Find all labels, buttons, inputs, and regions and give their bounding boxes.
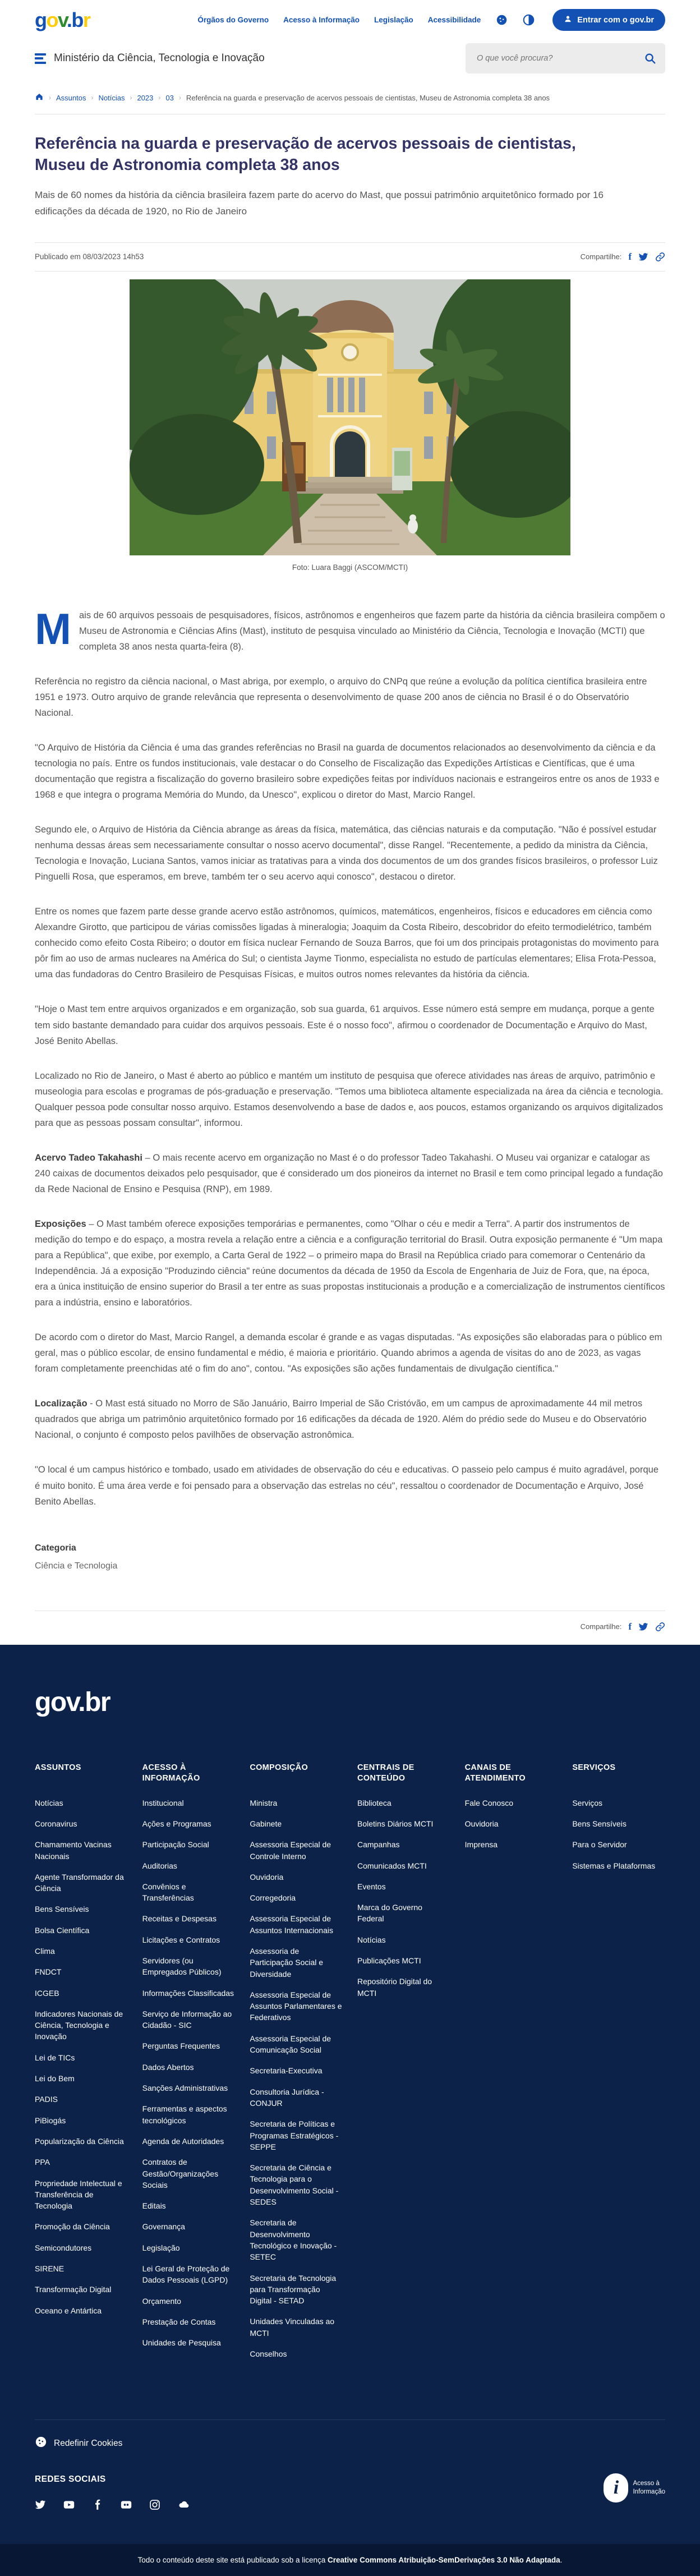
paragraph: Acervo Tadeo Takahashi – O mais recente acervo em organização no Mast é o do professor Tadeo Takahashi. O Museu vai organizar e catalogar as 240 caixas de documentos deixados pelo pesquisador, que é considerado um dos pioneiros da internet no Brasil e tem como principal legado a fundação da Rede Nacional de Ensino e Pesquisa (RNP), em 1989. (35, 1152, 663, 1194)
footer-link[interactable]: Ouvidoria (464, 1819, 499, 1828)
footer-link[interactable]: Participação Social (142, 1840, 209, 1850)
footer-column-heading: CENTRAIS DE CONTEÚDO (357, 1763, 415, 1783)
footer-link[interactable]: Institucional (142, 1798, 184, 1807)
dropcap: M (35, 604, 71, 654)
footer-link[interactable]: Publicações MCTI (357, 1956, 421, 1965)
youtube-icon[interactable] (63, 2499, 75, 2510)
facebook-icon[interactable] (92, 2499, 103, 2510)
footer-link[interactable]: Popularização da Ciência (35, 2136, 124, 2146)
footer-link[interactable]: Oceano e Antártica (35, 2306, 102, 2315)
footer-link[interactable]: Notícias (357, 1935, 386, 1944)
footer-column (250, 1763, 343, 2370)
footer-link[interactable]: Contratos de Gestão/Organizações Sociais (142, 2158, 219, 2189)
access-to-information-badge[interactable]: i Acesso à Informação (604, 2473, 665, 2503)
footer-link[interactable]: Transformação Digital (35, 2285, 112, 2294)
footer-link[interactable]: Boletins Diários MCTI (357, 1819, 434, 1828)
footer-link[interactable]: Orçamento (142, 2296, 181, 2306)
footer-link[interactable]: Agenda de Autoridades (142, 2136, 224, 2146)
footer-link[interactable]: Bens Sensíveis (572, 1819, 627, 1828)
cookie-icon[interactable] (495, 14, 508, 26)
footer-link[interactable]: Lei Geral de Proteção de Dados Pessoais (LGPD) (142, 2264, 230, 2285)
footer-column (465, 1763, 558, 2370)
footer-link[interactable]: Semicondutores (35, 2243, 92, 2252)
top-nav (197, 9, 665, 31)
footer-column (35, 1763, 128, 2370)
footer-link[interactable]: Lei do Bem (35, 2074, 75, 2083)
footer (0, 1645, 700, 2576)
nav-orgaos-do-governo[interactable]: Órgãos do Governo (197, 16, 269, 24)
search-input[interactable] (477, 54, 644, 63)
footer-link[interactable]: Ministra (250, 1798, 278, 1807)
footer-column (142, 1763, 236, 2370)
breadcrumb-assuntos[interactable]: Assuntos (56, 93, 86, 102)
footer-link[interactable]: PPA (35, 2158, 50, 2167)
breadcrumb-separator: › (178, 94, 181, 102)
footer-link[interactable]: Secretaria de Desenvolvimento Tecnológico e Inovação - SETEC (250, 2218, 337, 2262)
twitter-share-icon[interactable] (638, 1622, 648, 1632)
menu-icon[interactable] (35, 53, 46, 64)
footer-link[interactable]: Bolsa Científica (35, 1925, 90, 1935)
footer-link[interactable]: Ferramentas e aspectos tecnológicos (142, 2104, 227, 2125)
paragraph: Localização - O Mast está situado no Morro de São Januário, Bairro Imperial de São Cristóvão, em um campus de aproximadamente 44 mil metros quadrados que abriga um patrimônio arquitetônico formado por 16 edificações da década de 1920. Além do prédio sede do Museu e do Observatório Nacional, o conjunto é composto pelos pavilhões de observação astronômica. (35, 1399, 647, 1441)
footer-bottom (35, 2419, 665, 2510)
article-subtitle: Mais de 60 nomes da história da ciência brasileira fazem parte do acervo do Mast, que possui patrimônio arquitetônico formado por 16 edificações da década de 1920, no Rio de Janeiro (35, 189, 604, 217)
paragraph: Referência no registro da ciência nacional, o Mast abriga, por exemplo, o arquivo do CNPq que reúne a evolução da política científica brasileira entre 1951 e 1973. Outro arquivo de grande relevância que representa o desenvolvimento de quase 200 anos de ciência no Brasil é o do Observatório Nacional. (35, 676, 647, 718)
footer-link[interactable]: Para o Servidor (572, 1840, 627, 1850)
info-icon: i (604, 2473, 628, 2503)
footer-link[interactable]: Editais (142, 2201, 166, 2211)
paragraph: Entre os nomes que fazem parte desse grande acervo estão astrônomos, químicos, matemáticos, engenheiros, físicos e educadores em ciência como Alexandre Girotto, que participou de várias comissões ligadas à mineralogia; Joaquim da Costa Ribeiro, descobridor do efeito termodielétrico, também conhecido como efeito Costa Ribeiro; o doutor em física nuclear Fernando de Souza Barros, que foi um dos principais protagonistas do movimento para pôr fim ao uso de armas nucleares na América do Sul; o cientista Jayme Tionmo, especialista no estudo de partículas elementares; Elisa Frota-Pessoa, uma das fundadoras do Centro Brasileiro de Pesquisas Físicas, e muitos outros nomes relevantes da história da ciência. (35, 907, 659, 980)
social-row (35, 2499, 665, 2510)
footer-link[interactable]: Comunicados MCTI (357, 1861, 427, 1870)
footer-link[interactable]: Secretaria-Executiva (250, 2066, 323, 2076)
footer-link[interactable]: Lei de TICs (35, 2053, 75, 2062)
share-label: Compartilhe: (580, 252, 622, 261)
facebook-share-icon[interactable]: f (628, 251, 632, 262)
breadcrumb-separator: › (130, 94, 132, 102)
share-bar-bottom (0, 1611, 700, 1645)
top-header (0, 0, 700, 34)
article-photo (130, 279, 570, 572)
footer-link[interactable]: Campanhas (357, 1840, 400, 1850)
footer-link[interactable]: Corregedoria (250, 1893, 296, 1903)
footer-column (357, 1763, 450, 2370)
share-label: Compartilhe: (580, 1622, 622, 1631)
footer-link[interactable]: Licitações e Contratos (142, 1935, 220, 1944)
nav-acesso-a-informacao[interactable]: Acesso à Informação (283, 16, 360, 24)
footer-link[interactable]: Informações Classificadas (142, 1988, 234, 1998)
footer-link[interactable]: Gabinete (250, 1819, 282, 1828)
twitter-icon[interactable] (35, 2499, 46, 2510)
footer-link[interactable]: Chamamento Vacinas Nacionais (35, 1840, 112, 1861)
paragraph: De acordo com o diretor do Mast, Marcio Rangel, a demanda escolar é grande e as vagas disputadas. "As exposições são elaboradas para o público em geral, mas o público escolar, de ensino fundamental e médio, é maioria e prioritário. Quando abrimos a agenda de visitas do ano de 2023, as vagas foram completamente preenchidas até o fim do ano", contou. "As exposições são ações fundamentais de divulgação científica." (35, 1332, 662, 1374)
footer-link[interactable]: Eventos (357, 1882, 386, 1891)
user-icon (564, 15, 572, 25)
footer-link[interactable]: Assessoria Especial de Assuntos Internacionais (250, 1914, 333, 1935)
category-label: Categoria (35, 1543, 76, 1553)
footer-link[interactable]: Secretaria de Tecnologia para Transformação Digital - SETAD (250, 2273, 337, 2306)
footer-column-heading: SERVIÇOS (572, 1763, 616, 1772)
nav-acessibilidade[interactable]: Acessibilidade (427, 16, 481, 24)
divider (35, 271, 665, 272)
footer-link[interactable]: Unidades Vinculadas ao MCTI (250, 2317, 335, 2338)
footer-column-heading: ACESSO À INFORMAÇÃO (142, 1763, 200, 1783)
published-date: Publicado em 08/03/2023 14h53 (35, 252, 144, 261)
footer-link[interactable]: Assessoria Especial de Assuntos Parlamentares e Federativos (250, 1990, 342, 2022)
paragraph: Localizado no Rio de Janeiro, o Mast é aberto ao público e mantém um instituto de pesquisa que oferece atividades nas áreas de arquivo, patrimônio e museologia para escolas e programas de pós-graduação e preservação. "Temos uma biblioteca altamente especializada na área da ciência e tecnologia. Qualquer pessoa pode consultar nosso arquivo. Estamos desenvolvendo a base de dados e, aos poucos, estamos organizando os arquivos digitalizados para que as pessoas possam consultar", informou. (35, 1070, 664, 1128)
facebook-share-icon[interactable]: f (628, 1621, 632, 1632)
footer-link[interactable]: Imprensa (464, 1840, 498, 1850)
social-heading: REDES SOCIAIS (35, 2474, 106, 2485)
footer-link[interactable]: Coronavirus (35, 1819, 77, 1828)
cookie-icon (35, 2436, 47, 2451)
footer-link[interactable]: Sanções Administrativas (142, 2083, 228, 2093)
footer-column-heading: CANAIS DE ATENDIMENTO (464, 1763, 526, 1783)
paragraph: Mais de 60 arquivos pessoais de pesquisadores, físicos, astrônomos e engenheiros que fazem parte da história da ciência brasileira compõem o Museu de Astronomia e Ciências Afins (Mast), instituto de pesquisa vinculado ao Ministério da Ciência, Tecnologia e Inovação (MCTI) que completa 38 anos nesta quarta-feira (8). (35, 604, 665, 654)
footer-link[interactable]: Ouvidoria (250, 1872, 284, 1882)
footer-link[interactable]: Consultoria Jurídica - CONJUR (250, 2087, 324, 2108)
footer-link[interactable]: Clima (35, 1947, 55, 1956)
footer-link[interactable]: Legislação (142, 2243, 180, 2252)
footer-link[interactable]: Propriedade Intelectual e Transferência de Tecnologia (35, 2178, 122, 2211)
footer-link[interactable]: SIRENE (35, 2264, 65, 2274)
footer-link[interactable]: Assessoria Especial de Comunicação Social (250, 2034, 331, 2055)
paragraph: Exposições – O Mast também oferece exposições temporárias e permanentes, como "Olhar o céu e medir a Terra". A partir dos instrumentos de medição do tempo e do espaço, a mostra revela a relação entre a ciência e a configuração territorial do Brasil. Outra exposição permanente é "Um mapa para a República", que exibe, por exemplo, a Carta Geral de 1922 – o primeiro mapa do Brasil na República criado para comemorar o Centenário da Independência. Já a exposição "Produzindo ciência" reúne documentos da década de 1950 da Escola de Engenharia de Juiz de Fora, que, na época, era a única instituição de ensino superior do Brasil a ter entre as suas propostas institucionais a produção e a comercialização de instrumentos científicos para a indústria, ensino e laboratórios. (35, 1218, 665, 1308)
footer-link[interactable]: Receitas e Despesas (142, 1914, 217, 1924)
footer-link[interactable]: Assessoria Especial de Controle Interno (250, 1840, 331, 1861)
footer-link[interactable]: PiBiogás (35, 2115, 66, 2125)
ministry-title: Ministério da Ciência, Tecnologia e Inovação (54, 52, 265, 64)
footer-link[interactable]: Sistemas e Plataformas (572, 1861, 656, 1870)
search-box (466, 43, 665, 73)
footer-link[interactable]: ICGEB (35, 1988, 59, 1998)
breadcrumb-separator: › (49, 94, 51, 102)
footer-link[interactable]: Indicadores Nacionais de Ciência, Tecnologia e Inovação (35, 2009, 123, 2041)
ministry-bar (0, 34, 700, 89)
footer-link[interactable]: Promoção da Ciência (35, 2222, 110, 2232)
footer-link[interactable]: Servidores (ou Empregados Públicos) (142, 1956, 222, 1977)
footer-link[interactable]: Fale Conosco (464, 1798, 514, 1807)
footer-link[interactable]: Secretaria de Ciência e Tecnologia para o Desenvolvimento Social - SEDES (250, 2163, 339, 2207)
govbr-logo[interactable]: gov.br (35, 8, 90, 31)
license-link[interactable]: Creative Commons Atribuição-SemDerivações 3.0 Não Adaptada (328, 2556, 560, 2565)
nav-legislacao[interactable]: Legislação (374, 16, 413, 24)
flickr-icon[interactable] (120, 2499, 132, 2510)
footer-column-heading: ASSUNTOS (35, 1763, 81, 1772)
footer-column-heading: COMPOSIÇÃO (250, 1763, 308, 1772)
article-body (35, 604, 665, 1510)
breadcrumb-separator: › (158, 94, 161, 102)
paragraph: Segundo ele, o Arquivo de História da Ciência abrange as áreas da física, matemática, das ciências naturais e da computação. "Não é possível estudar nenhuma dessas áreas sem necessariamente consultar o nosso acervo documental", disse Rangel. "Recentemente, a pedido da ministra da Ciência, Tecnologia e Inovação, Luciana Santos, vamos iniciar as tratativas para a vinda dos documentos de um dos grandes físicos brasileiros, o professor Luiz Pinguelli Rosa, que esperamos, em breve, também ter o seu acervo aqui conosco", destacou o diretor. (35, 825, 658, 882)
footer-link[interactable]: Repositório Digital do MCTI (357, 1977, 432, 1998)
footer-link[interactable]: Agente Transformador da Ciência (35, 1872, 124, 1893)
breadcrumb (0, 89, 700, 114)
search-icon[interactable] (644, 52, 656, 65)
page-title: Referência na guarda e preservação de acervos pessoais de cientistas, Museu de Astronomia completa 38 anos (35, 135, 576, 174)
footer-link[interactable]: Assessoria de Participação Social e Diversidade (250, 1947, 324, 1979)
footer-link[interactable]: Perguntas Frequentes (142, 2041, 220, 2051)
footer-link[interactable]: Unidades de Pesquisa (142, 2338, 221, 2348)
paragraph: "O Arquivo de História da Ciência é uma das grandes referências no Brasil na guarda de documentos relacionados ao desenvolvimento da ciência e da tecnologia no país. Entre os fundos institucionais, vale destacar o do Conselho de Fiscalização das Expedições Artísticas e Científicas, que é uma documentação que registra a fiscalização do governo brasileiro sobre expedições feitas por indivíduos nacionais e estrangeiros entre os anos de 1933 e 1968 e que integra o programa Memória do Mundo, da Unesco", explicou o diretor do Mast, Marcio Rangel. (35, 742, 660, 800)
twitter-share-icon[interactable] (638, 252, 648, 262)
footer-link[interactable]: Biblioteca (357, 1798, 392, 1807)
breadcrumb-2023[interactable]: 2023 (137, 93, 154, 102)
article (0, 134, 700, 1645)
category-link[interactable]: Ciência e Tecnologia (35, 1561, 118, 1571)
footer-link[interactable]: Dados Abertos (142, 2062, 194, 2072)
photo-caption: Foto: Luara Baggi (ASCOM/MCTI) (292, 563, 408, 572)
paragraph: "Hoje o Mast tem entre arquivos organizados e em organização, sob sua guarda, 61 arquivos. Esse número está sempre em mudança, porque a gente tem sido bastante demandado para cuidar dos arquivos pessoais. Este é o nosso foco", afirmou o coordenador de Documentação e Arquivo do Mast, José Benito Abellas. (35, 1004, 655, 1046)
footer-link[interactable]: Ações e Programas (142, 1819, 211, 1828)
reset-cookies-button[interactable]: Redefinir Cookies (35, 2436, 665, 2451)
footer-link[interactable]: Serviços (572, 1798, 603, 1807)
breadcrumb-separator: › (91, 94, 94, 102)
footer-link[interactable]: Secretaria de Políticas e Programas Estratégicos - SEPPE (250, 2119, 339, 2151)
footer-link[interactable]: Governança (142, 2222, 185, 2232)
article-meta (0, 243, 700, 271)
license-bar: Todo o conteúdo deste site está publicado sob a licença Creative Commons Atribuição-SemDerivações 3.0 Não Adaptada. (0, 2544, 700, 2576)
footer-link[interactable]: Auditorias (142, 1861, 177, 1870)
copy-link-icon[interactable] (655, 252, 665, 262)
footer-link[interactable]: Serviço de Informação ao Cidadão - SIC (142, 2009, 232, 2030)
instagram-icon[interactable] (149, 2499, 160, 2510)
share-bar (581, 251, 665, 263)
footer-link[interactable]: PADIS (35, 2095, 58, 2104)
footer-govbr-logo[interactable]: gov.br (35, 1687, 110, 1717)
breadcrumb-03[interactable]: 03 (165, 93, 174, 102)
footer-link[interactable]: Bens Sensíveis (35, 1905, 89, 1914)
museum-photo-illustration (130, 279, 570, 555)
login-button[interactable]: Entrar com o gov.br (552, 9, 665, 31)
home-icon[interactable] (35, 93, 44, 103)
soundcloud-icon[interactable] (177, 2499, 191, 2510)
paragraph: "O local é um campus histórico e tombado, usado em atividades de observação do céu e educativas. O passeio pelo campus é muito agradável, porque é muito bonito. É uma área verde e foi pensado para a observação das estrelas no céu", ressaltou o coordenador de Documentação e Arquivo, José Benito Abellas. (35, 1465, 658, 1507)
footer-link[interactable]: Conselhos (250, 2349, 287, 2359)
footer-link[interactable]: Prestação de Contas (142, 2317, 216, 2326)
footer-link[interactable]: Notícias (35, 1798, 63, 1807)
contrast-icon[interactable] (522, 14, 535, 26)
breadcrumb-current: Referência na guarda e preservação de acervos pessoais de cientistas, Museu de Astronomia completa 38 anos (186, 93, 550, 102)
footer-link[interactable]: FNDCT (35, 1967, 62, 1977)
footer-link[interactable]: Convênios e Transferências (142, 1882, 194, 1903)
copy-link-icon[interactable] (655, 1622, 665, 1632)
category-block (35, 1543, 665, 1571)
breadcrumb-noticias[interactable]: Notícias (98, 93, 125, 102)
footer-column (572, 1763, 665, 2370)
footer-columns (35, 1763, 665, 2370)
footer-link[interactable]: Marca do Governo Federal (357, 1903, 422, 1924)
